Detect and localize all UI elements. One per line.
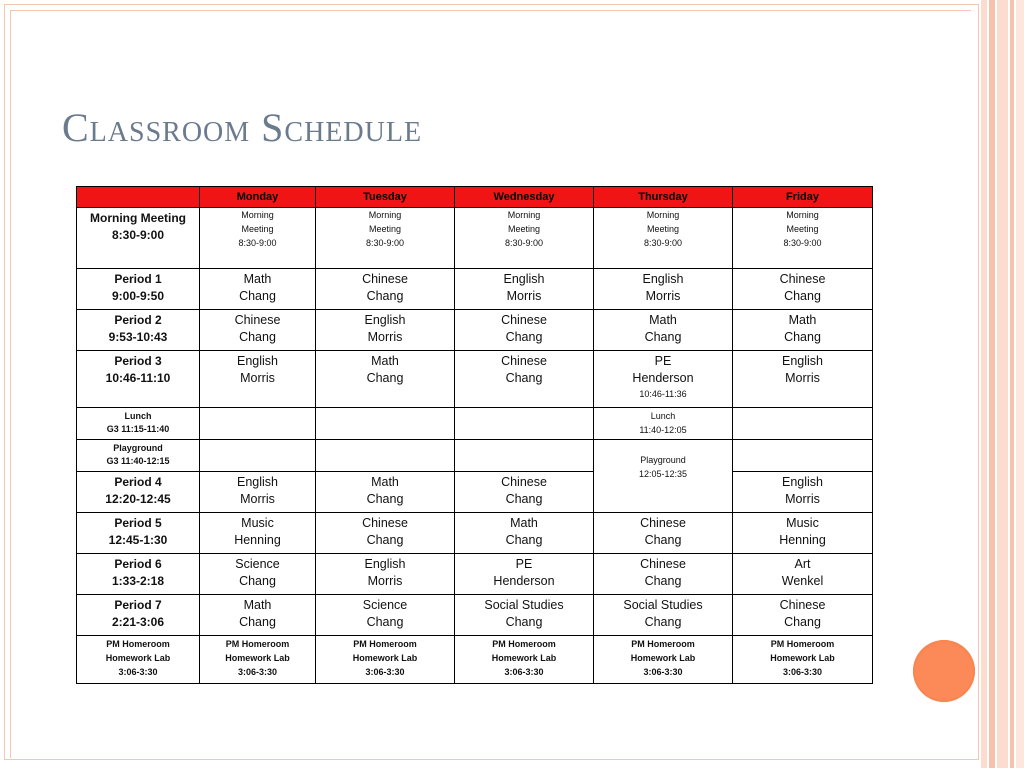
schedule-cell: Morning Meeting 8:30-9:00 (316, 208, 455, 269)
schedule-cell: Chinese Chang (316, 269, 455, 310)
schedule-cell: English Morris (316, 310, 455, 351)
schedule-cell: Math Chang (455, 513, 594, 554)
schedule-cell: English Morris (733, 351, 873, 408)
schedule-cell (316, 440, 455, 472)
decor-stripe (1010, 0, 1014, 768)
row-label: PM Homeroom Homework Lab 3:06-3:30 (77, 636, 200, 684)
schedule-cell: PE Henderson 10:46-11:36 (594, 351, 733, 408)
schedule-cell: English Morris (455, 269, 594, 310)
schedule-cell: English Morris (733, 472, 873, 513)
decor-stripe (981, 0, 987, 768)
table-row (77, 472, 873, 513)
schedule-cell (200, 408, 316, 440)
schedule-cell: Science Chang (316, 595, 455, 636)
header-day: Thursday (594, 187, 733, 208)
schedule-cell: Chinese Chang (733, 595, 873, 636)
schedule-cell: Chinese Chang (455, 472, 594, 513)
schedule-cell: PM Homeroom Homework Lab 3:06-3:30 (316, 636, 455, 684)
header-corner (77, 187, 200, 208)
schedule-cell: Morning Meeting 8:30-9:00 (455, 208, 594, 269)
table-row (77, 636, 873, 684)
schedule-cell: Chinese Chang (200, 310, 316, 351)
schedule-cell: Science Chang (200, 554, 316, 595)
header-day: Tuesday (316, 187, 455, 208)
schedule-cell: Lunch 11:40-12:05 (594, 408, 733, 440)
schedule-cell: Math Chang (733, 310, 873, 351)
row-label: Lunch G3 11:15-11:40 (77, 408, 200, 440)
schedule-cell: Morning Meeting 8:30-9:00 (594, 208, 733, 269)
row-label: Period 1 9:00-9:50 (77, 269, 200, 310)
table-row (77, 208, 873, 269)
schedule-table (76, 186, 873, 684)
row-label: Playground G3 11:40-12:15 (77, 440, 200, 472)
table-row (77, 269, 873, 310)
decor-stripe (1016, 0, 1024, 768)
row-name: Morning Meeting (90, 211, 186, 225)
row-label: Period 5 12:45-1:30 (77, 513, 200, 554)
decor-stripe (997, 0, 1008, 768)
table-row (77, 351, 873, 408)
schedule-cell: Chinese Chang (316, 513, 455, 554)
schedule-cell: Chinese Chang (455, 310, 594, 351)
schedule-cell: English Morris (200, 351, 316, 408)
schedule-cell: Morning Meeting 8:30-9:00 (200, 208, 316, 269)
table-row (77, 440, 873, 472)
schedule-cell: Math Chang (200, 595, 316, 636)
row-label: Period 4 12:20-12:45 (77, 472, 200, 513)
header-day: Monday (200, 187, 316, 208)
schedule-cell: Math Chang (594, 310, 733, 351)
schedule-cell (316, 408, 455, 440)
decor-stripe (989, 0, 995, 768)
schedule-cell: PM Homeroom Homework Lab 3:06-3:30 (594, 636, 733, 684)
page-title: Classroom Schedule (62, 105, 423, 150)
schedule-cell: PM Homeroom Homework Lab 3:06-3:30 (200, 636, 316, 684)
schedule-cell: Chinese Chang (594, 554, 733, 595)
schedule-cell: Chinese Chang (733, 269, 873, 310)
row-label: Period 3 10:46-11:10 (77, 351, 200, 408)
table-header-row (77, 187, 873, 208)
schedule-cell (455, 408, 594, 440)
table-row (77, 513, 873, 554)
schedule-cell: Chinese Chang (455, 351, 594, 408)
schedule-cell: English Morris (200, 472, 316, 513)
header-day: Friday (733, 187, 873, 208)
schedule-cell: Chinese Chang (594, 513, 733, 554)
schedule-cell: English Morris (316, 554, 455, 595)
schedule-cell: Music Henning (200, 513, 316, 554)
row-label: Period 7 2:21-3:06 (77, 595, 200, 636)
schedule-cell: Playground 12:05-12:35 (594, 440, 733, 513)
row-label (77, 208, 200, 269)
schedule-cell: PE Henderson (455, 554, 594, 595)
row-label: Period 2 9:53-10:43 (77, 310, 200, 351)
schedule-cell: Art Wenkel (733, 554, 873, 595)
schedule-cell (455, 440, 594, 472)
schedule-cell: PM Homeroom Homework Lab 3:06-3:30 (733, 636, 873, 684)
header-day: Wednesday (455, 187, 594, 208)
schedule-cell: English Morris (594, 269, 733, 310)
schedule-cell: Social Studies Chang (455, 595, 594, 636)
schedule-cell: Math Chang (316, 472, 455, 513)
table-row (77, 595, 873, 636)
schedule-cell: PM Homeroom Homework Lab 3:06-3:30 (455, 636, 594, 684)
row-label: Period 6 1:33-2:18 (77, 554, 200, 595)
schedule-cell (733, 440, 873, 472)
schedule-cell: Morning Meeting 8:30-9:00 (733, 208, 873, 269)
table-row (77, 310, 873, 351)
row-time: 8:30-9:00 (111, 228, 165, 242)
decor-circle (913, 640, 975, 702)
schedule-cell: Math Chang (316, 351, 455, 408)
schedule-cell: Social Studies Chang (594, 595, 733, 636)
table-row (77, 408, 873, 440)
schedule-cell: Music Henning (733, 513, 873, 554)
schedule-cell: Math Chang (200, 269, 316, 310)
table-row (77, 554, 873, 595)
schedule-cell (200, 440, 316, 472)
schedule-cell (733, 408, 873, 440)
